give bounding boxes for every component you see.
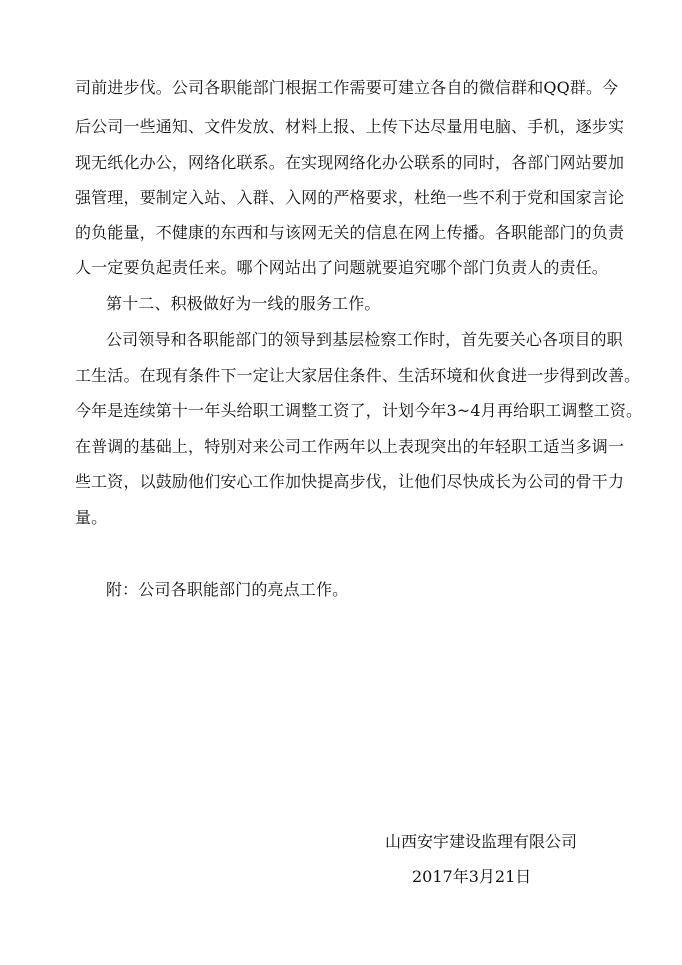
paragraph-2-line-1: 公司领导和各职能部门的领导到基层检察工作时，首先要关心各项目的职: [106, 330, 623, 349]
paragraph-2-line-6: 量。: [75, 508, 108, 527]
paragraph-1-line-4: 强管理，要制定入站、入群、入网的严格要求，杜绝一些不利于党和国家言论: [75, 188, 625, 207]
signature-date: 2017年3月21日: [412, 867, 532, 886]
paragraph-2-line-5: 些工资，以鼓励他们安心工作加快提高步伐，让他们尽快成长为公司的骨干力: [75, 472, 625, 491]
paragraph-1-line-6: 人一定要负起责任来。哪个网站出了问题就要追究哪个部门负责人的责任。: [75, 258, 608, 277]
paragraph-1-line-2: 后公司一些通知、文件发放、材料上报、上传下达尽量用电脑、手机，逐步实: [75, 117, 625, 136]
paragraph-2-line-4: 在普调的基础上，特别对来公司工作两年以上表现突出的年轻职工适当多调一: [75, 437, 625, 456]
paragraph-2-line-3: 今年是连续第十一年头给职工调整工资了，计划今年3~4月再给职工调整工资。: [75, 401, 643, 420]
section-heading: 第十二、积极做好为一线的服务工作。: [106, 294, 381, 313]
paragraph-1-line-3: 现无纸化办公，网络化联系。在实现网络化办公联系的同时，各部门网站要加: [75, 153, 625, 172]
signature-company: 山西安宇建设监理有限公司: [385, 832, 578, 851]
paragraph-1-line-1: 司前进步伐。公司各职能部门根据工作需要可建立各自的微信群和QQ群。今: [75, 78, 619, 97]
paragraph-1-line-5: 的负能量，不健康的东西和与该网无关的信息在网上传播。各职能部门的负责: [75, 223, 625, 242]
paragraph-2-line-2: 工生活。在现有条件下一定让大家居住条件、生活环境和伙食进一步得到改善。: [75, 366, 641, 385]
appendix-note: 附：公司各职能部门的亮点工作。: [106, 580, 349, 599]
